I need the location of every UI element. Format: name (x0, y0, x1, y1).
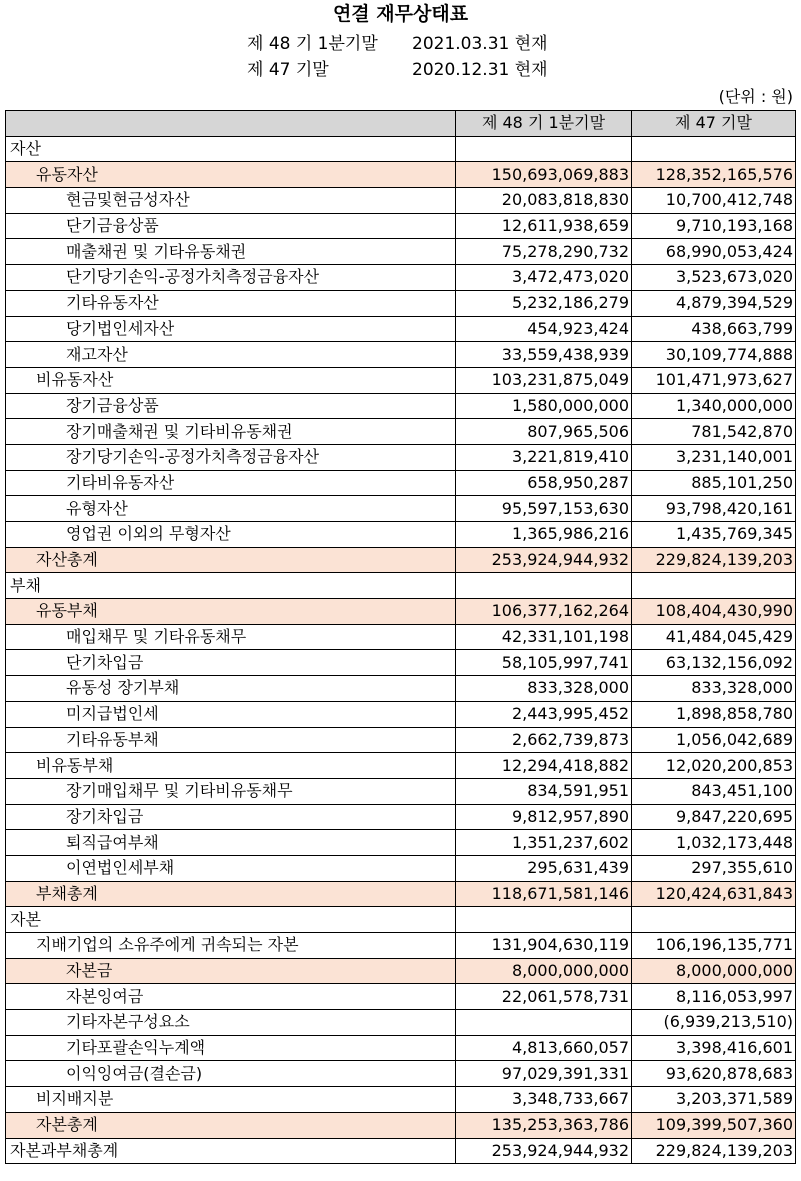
prior-period-value (632, 573, 796, 599)
table-row (6, 1112, 796, 1138)
table-row (6, 265, 796, 291)
current-period-value (456, 1010, 632, 1036)
account-name-cell: 비유동부채 (6, 753, 456, 779)
table-row (6, 1035, 796, 1061)
current-period-value: 834,591,951 (456, 778, 632, 804)
current-period-value (456, 907, 632, 933)
table-row (6, 1138, 796, 1164)
account-name-cell: 자산 (6, 136, 456, 162)
account-name-cell: 장기금융상품 (6, 393, 456, 419)
account-name-cell: 퇴직급여부채 (6, 830, 456, 856)
current-period-value: 1,351,237,602 (456, 830, 632, 856)
prior-period-value: 3,231,140,001 (632, 444, 796, 470)
account-name-cell: 장기차입금 (6, 804, 456, 830)
account-name-cell: 유동성 장기부채 (6, 676, 456, 702)
current-period-value: 1,580,000,000 (456, 393, 632, 419)
account-name-cell: 비유동자산 (6, 367, 456, 393)
table-row (6, 907, 796, 933)
account-name-cell: 매입채무 및 기타유동채무 (6, 624, 456, 650)
table-row (6, 881, 796, 907)
current-period-value: 75,278,290,732 (456, 239, 632, 265)
statement-header (0, 0, 801, 110)
account-name-cell: 기타자본구성요소 (6, 1010, 456, 1036)
prior-period-value: 93,620,878,683 (632, 1061, 796, 1087)
prior-period-value: 3,523,673,020 (632, 265, 796, 291)
table-row (6, 1010, 796, 1036)
table-row (6, 676, 796, 702)
account-name-cell: 유동자산 (6, 162, 456, 188)
current-period-value: 3,472,473,020 (456, 265, 632, 291)
account-name-cell: 자본잉여금 (6, 984, 456, 1010)
account-name-cell: 지배기업의 소유주에게 귀속되는 자본 (6, 933, 456, 959)
account-name-cell: 당기법인세자산 (6, 316, 456, 342)
prior-period-value: 63,132,156,092 (632, 650, 796, 676)
account-name-cell: 재고자산 (6, 342, 456, 368)
header-account (6, 111, 456, 137)
prior-period-value: 106,196,135,771 (632, 933, 796, 959)
account-name-cell: 장기매입채무 및 기타비유동채무 (6, 778, 456, 804)
current-period-value: 22,061,578,731 (456, 984, 632, 1010)
table-row (6, 290, 796, 316)
table-row (6, 984, 796, 1010)
table-row (6, 342, 796, 368)
prior-period-value: 128,352,165,576 (632, 162, 796, 188)
account-name-cell: 자본 (6, 907, 456, 933)
account-name-cell: 자본과부채총계 (6, 1138, 456, 1164)
account-name-cell: 기타비유동자산 (6, 470, 456, 496)
current-period-value: 12,294,418,882 (456, 753, 632, 779)
table-row (6, 393, 796, 419)
account-name-cell: 비지배지분 (6, 1087, 456, 1113)
account-name-cell: 유동부채 (6, 599, 456, 625)
prior-period-value: 1,340,000,000 (632, 393, 796, 419)
current-period-value: 97,029,391,331 (456, 1061, 632, 1087)
prior-period-value: 229,824,139,203 (632, 547, 796, 573)
table-row (6, 727, 796, 753)
current-period-value: 253,924,944,932 (456, 547, 632, 573)
table-row (6, 650, 796, 676)
account-name-cell: 부채 (6, 573, 456, 599)
account-name-cell: 자본총계 (6, 1112, 456, 1138)
current-period-value: 103,231,875,049 (456, 367, 632, 393)
prior-period-value: 9,847,220,695 (632, 804, 796, 830)
prior-period-value: 109,399,507,360 (632, 1112, 796, 1138)
current-period-value: 5,232,186,279 (456, 290, 632, 316)
account-name-cell: 장기당기손익-공정가치측정금융자산 (6, 444, 456, 470)
table-header-row (6, 111, 796, 137)
table-row (6, 522, 796, 548)
current-period-value: 8,000,000,000 (456, 958, 632, 984)
account-name-cell: 자본금 (6, 958, 456, 984)
prior-period-value: 1,032,173,448 (632, 830, 796, 856)
prior-period-value: 885,101,250 (632, 470, 796, 496)
table-row (6, 496, 796, 522)
table-row (6, 419, 796, 445)
current-period-value: 106,377,162,264 (456, 599, 632, 625)
table-row (6, 213, 796, 239)
prior-period-value: 297,355,610 (632, 855, 796, 881)
statement-title: 연결 재무상태표 (332, 3, 469, 25)
current-period-value: 135,253,363,786 (456, 1112, 632, 1138)
prior-period-value: 8,000,000,000 (632, 958, 796, 984)
table-row (6, 624, 796, 650)
account-name-cell: 기타포괄손익누계액 (6, 1035, 456, 1061)
current-period-value: 20,083,818,830 (456, 188, 632, 214)
prior-period-value: 41,484,045,429 (632, 624, 796, 650)
prior-period-value: 120,424,631,843 (632, 881, 796, 907)
table-row (6, 367, 796, 393)
current-period-value: 9,812,957,890 (456, 804, 632, 830)
prior-period-value: 101,471,973,627 (632, 367, 796, 393)
account-name-cell: 단기차입금 (6, 650, 456, 676)
account-name-cell: 영업권 이외의 무형자산 (6, 522, 456, 548)
prior-period-value: 1,898,858,780 (632, 701, 796, 727)
prior-period-value: 4,879,394,529 (632, 290, 796, 316)
table-row (6, 701, 796, 727)
account-name-cell: 미지급법인세 (6, 701, 456, 727)
header-current-period: 제 48 기 1분기말 (456, 111, 632, 137)
prior-period-value: 3,398,416,601 (632, 1035, 796, 1061)
table-row (6, 1061, 796, 1087)
prior-period-value: 12,020,200,853 (632, 753, 796, 779)
table-row (6, 778, 796, 804)
prior-period-value: 30,109,774,888 (632, 342, 796, 368)
prior-period-value: 3,203,371,589 (632, 1087, 796, 1113)
prior-period-value: 843,451,100 (632, 778, 796, 804)
prior-period-value: 68,990,053,424 (632, 239, 796, 265)
prior-period-value: 833,328,000 (632, 676, 796, 702)
prior-period-value: 9,710,193,168 (632, 213, 796, 239)
account-name-cell: 기타유동자산 (6, 290, 456, 316)
account-name-cell: 기타유동부채 (6, 727, 456, 753)
table-row (6, 573, 796, 599)
current-period-value: 295,631,439 (456, 855, 632, 881)
account-name-cell: 이익잉여금(결손금) (6, 1061, 456, 1087)
prior-period-value: 229,824,139,203 (632, 1138, 796, 1164)
prior-period-value (632, 136, 796, 162)
table-row (6, 1087, 796, 1113)
table-row (6, 547, 796, 573)
current-period-value: 2,443,995,452 (456, 701, 632, 727)
current-period-value: 658,950,287 (456, 470, 632, 496)
account-name-cell: 이연법인세부채 (6, 855, 456, 881)
current-period-value: 2,662,739,873 (456, 727, 632, 753)
current-period-label: 제 48 기 1분기말 (247, 34, 378, 54)
prior-period-value: 1,435,769,345 (632, 522, 796, 548)
prior-period-value: 438,663,799 (632, 316, 796, 342)
current-period-value: 1,365,986,216 (456, 522, 632, 548)
current-period-value: 454,923,424 (456, 316, 632, 342)
prior-period-value (632, 907, 796, 933)
table-row (6, 316, 796, 342)
current-period-value: 4,813,660,057 (456, 1035, 632, 1061)
prior-period-value: 781,542,870 (632, 419, 796, 445)
prior-period-value: 93,798,420,161 (632, 496, 796, 522)
current-period-value: 807,965,506 (456, 419, 632, 445)
prior-period-value: 10,700,412,748 (632, 188, 796, 214)
account-name-cell: 장기매출채권 및 기타비유동채권 (6, 419, 456, 445)
account-name-cell: 자산총계 (6, 547, 456, 573)
current-period-value: 3,221,819,410 (456, 444, 632, 470)
current-period-value: 95,597,153,630 (456, 496, 632, 522)
prior-period-value: (6,939,213,510) (632, 1010, 796, 1036)
account-name-cell: 단기금융상품 (6, 213, 456, 239)
account-name-cell: 현금및현금성자산 (6, 188, 456, 214)
current-period-value (456, 573, 632, 599)
current-period-value: 833,328,000 (456, 676, 632, 702)
table-row (6, 804, 796, 830)
table-row (6, 239, 796, 265)
account-name-cell: 단기당기손익-공정가치측정금융자산 (6, 265, 456, 291)
current-period-value: 12,611,938,659 (456, 213, 632, 239)
balance-sheet-table (5, 110, 796, 1164)
table-row (6, 188, 796, 214)
table-row (6, 470, 796, 496)
prior-period-date: 2020.12.31 현재 (412, 60, 548, 80)
current-period-value: 42,331,101,198 (456, 624, 632, 650)
account-name-cell: 매출채권 및 기타유동채권 (6, 239, 456, 265)
prior-period-value: 8,116,053,997 (632, 984, 796, 1010)
table-row (6, 958, 796, 984)
account-name-cell: 유형자산 (6, 496, 456, 522)
current-period-value: 118,671,581,146 (456, 881, 632, 907)
header-prior-period: 제 47 기말 (632, 111, 796, 137)
table-row (6, 444, 796, 470)
current-period-value: 131,904,630,119 (456, 933, 632, 959)
prior-period-value: 1,056,042,689 (632, 727, 796, 753)
table-row (6, 599, 796, 625)
current-period-value: 150,693,069,883 (456, 162, 632, 188)
table-row (6, 753, 796, 779)
unit-label: (단위 : 원) (718, 87, 793, 106)
current-period-value: 58,105,997,741 (456, 650, 632, 676)
account-name-cell: 부채총계 (6, 881, 456, 907)
table-row (6, 855, 796, 881)
prior-period-label: 제 47 기말 (247, 60, 329, 80)
table-row (6, 136, 796, 162)
current-period-value: 3,348,733,667 (456, 1087, 632, 1113)
table-row (6, 162, 796, 188)
current-period-value: 33,559,438,939 (456, 342, 632, 368)
table-row (6, 830, 796, 856)
current-period-value: 253,924,944,932 (456, 1138, 632, 1164)
current-period-value (456, 136, 632, 162)
table-row (6, 933, 796, 959)
prior-period-value: 108,404,430,990 (632, 599, 796, 625)
current-period-date: 2021.03.31 현재 (412, 34, 548, 54)
